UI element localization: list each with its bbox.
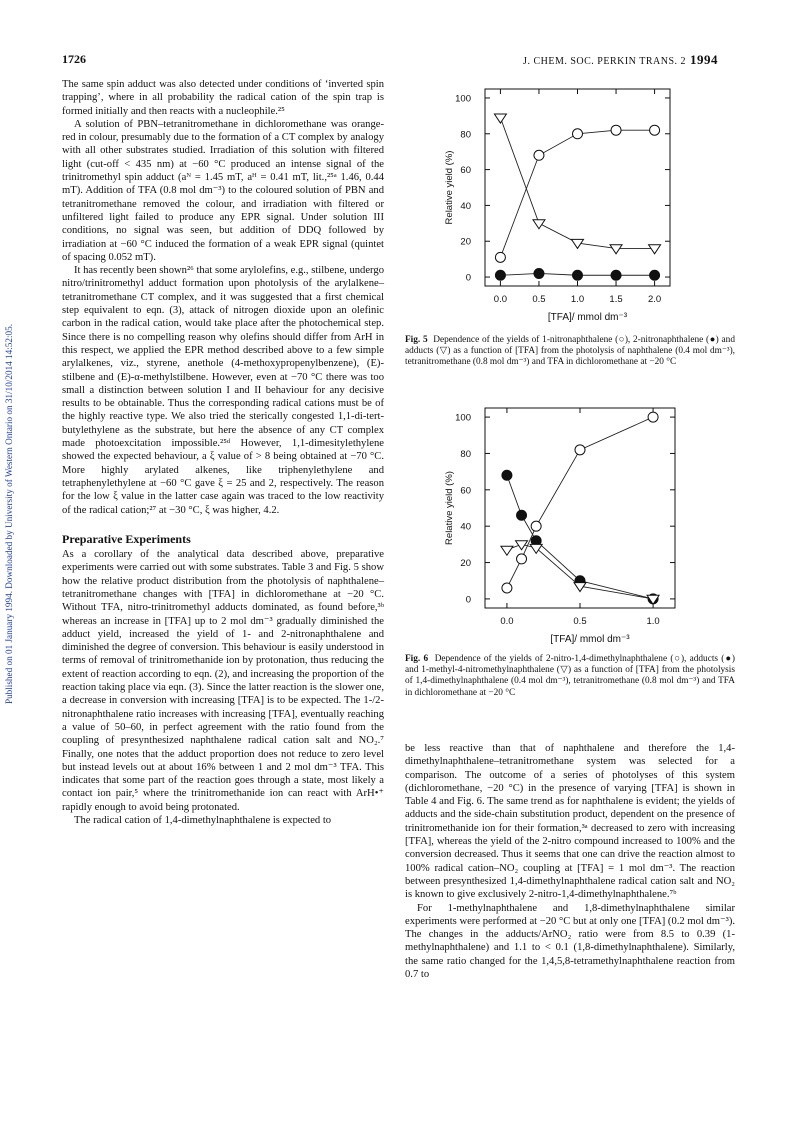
y-tick-label: 60 (460, 165, 471, 177)
data-point-open-circle (534, 150, 544, 160)
data-point-filled-circle (495, 270, 505, 280)
journal-name: J. CHEM. SOC. PERKIN TRANS. 2 (523, 56, 686, 67)
figure-6-caption (405, 654, 735, 699)
y-tick-label: 20 (460, 236, 471, 248)
x-tick-label: 2.0 (647, 294, 662, 305)
data-point-open-circle (531, 521, 541, 531)
data-point-filled-circle (611, 270, 621, 280)
x-tick-label: 1.0 (646, 616, 660, 627)
figure-5-caption (405, 335, 735, 369)
data-point-filled-circle (534, 268, 544, 278)
data-point-open-circle (573, 129, 583, 139)
data-point-filled-circle (517, 510, 527, 520)
data-point-open-circle (575, 445, 585, 455)
page-number: 1726 (62, 52, 86, 66)
x-tick-label: 0.5 (573, 616, 587, 627)
data-point-open-circle (611, 125, 621, 135)
section-heading: Preparative Experiments (62, 531, 191, 546)
data-point-triangle (649, 245, 661, 254)
data-point-filled-circle (502, 470, 512, 480)
data-point-open-circle (502, 583, 512, 593)
data-point-filled-circle (650, 270, 660, 280)
data-point-triangle (494, 114, 506, 123)
y-axis-label: Relative yield (%) (444, 150, 455, 225)
paragraph: The radical cation of 1,4-dimethylnaphthalene is expected to (74, 815, 332, 827)
x-tick-label: 0.5 (532, 294, 546, 305)
left-column (62, 78, 384, 827)
journal-year: 1994 (690, 52, 718, 67)
y-tick-label: 40 (460, 200, 471, 212)
journal-header (523, 52, 718, 68)
figure-6-chart (440, 398, 690, 646)
figure-5-text: Dependence of the yields of 1-nitronaphthalene (○), 2-nitronaphthalene (●) and adducts (▽) as a function of [TFA] from the photolysis of naphthalene (0.4 mol dm⁻³), tetranitromethane (0.8 mol dm⁻³) and TFA in dichloromethane at −20 °C (405, 335, 735, 368)
data-point-triangle (501, 546, 513, 555)
data-point-triangle (533, 220, 545, 229)
x-axis-label: [TFA]/ mmol dm⁻³ (550, 634, 630, 645)
figure-5-label: Fig. 5 (405, 335, 428, 345)
x-axis-label: [TFA]/ mmol dm⁻³ (547, 312, 628, 323)
download-notice: Published on 01 January 1994. Downloaded by University of Western Ontario on 31/10/2014 14:52:05. (4, 323, 14, 705)
y-tick-label: 80 (460, 448, 471, 460)
paragraph: As a corollary of the analytical data described above, preparative experiments were carried out with some substrates. Table 3 and Fig. 5 show how the relative product distribution from the photolysis of naphthalene–tetranitromethane changes with [TFA] in dichloromethane at −20 °C. Without TFA, nitro-trinitromethyl adducts dominated, as found before,³ᵇ whereas an increase in [TFA] up to 2 mol dm⁻³ gradually diminished the adduct yield, increased the yield of 1- and 2-nitronaphthalene and diminished the degree of conversion. This behaviour is easily understood in terms of removal of trinitromethanide ion by protonation, thus reducing the extent of reaction according to eqn. (2), and increasing the proportion of the reaction taking place via eqn. (3). Since the latter reaction is the slower one, a decrease in conversion with increasing [TFA] is to be expected. The 1-/2-nitronaphthalene ratio increases with increasing [TFA], eventually reaching a value of 50–60, in perfect agreement with the ratio found from the coupling of presynthesized naphthalene radical cation salt and NO₂.⁷ Finally, one notes that the adduct proportion does not reduce to zero level but instead levels out at about 16% between 1 and 2 mol dm⁻³ TFA. This indicates that some part of the reaction goes through a state, most likely a contact ion pair,⁵ where the trinitromethanide ion can react with ArH•⁺ rapidly enough to avoid being protonated. (62, 549, 384, 813)
figure-6-text: Dependence of the yields of 2-nitro-1,4-dimethylnaphthalene (○), adducts (●) and 1-methyl-4-nitromethylnaphthalene (▽) as a function of [TFA] from the photolysis of 1,4-dimethylnaphthalene (0.4 mol dm⁻³), tetranitromethane (0.8 mol dm⁻³) and TFA in dichloromethane at −20 °C (405, 654, 735, 698)
y-tick-label: 60 (460, 485, 471, 497)
y-axis-label: Relative yield (%) (444, 471, 455, 545)
series-line (500, 130, 654, 257)
x-tick-label: 1.5 (609, 294, 623, 305)
data-point-open-circle (648, 412, 658, 422)
y-tick-label: 0 (465, 272, 471, 284)
y-tick-label: 20 (460, 558, 471, 570)
y-tick-label: 0 (465, 594, 471, 606)
data-point-open-circle (517, 554, 527, 564)
y-tick-label: 40 (460, 521, 471, 533)
data-point-open-circle (650, 125, 660, 135)
paragraph: It has recently been shown²⁶ that some arylolefins, e.g., stilbene, undergo nitro/trinitromethyl adduct formation upon photolysis of the arylalkene–tetranitromethane CT complex, and it was suggested that a first chemical step equivalent to eqn. (3), attack of nitrogen dioxide upon an olefinic carbon in the radical cation, would take place after the photochemical step. Since there is no compelling reason why olefins should differ from ArH in this respect, we applied the EPR method described above to a few simple arylalkenes, viz., styrene, anethole (4-methoxypropenylbenzene), (E)-stilbene and (E)-α-methylstilbene. However, even at −70 °C there was too small a distinction between solution I and II behaviour for any decisive results to be obtainable. Thus the corresponding radical cations must be of the highly reactive type. We also tried the sterically congested 1,1-di-tert-butylethylene as the substrate, but here the absence of any CT complex made photoexcitation impossible.²⁵ᵈ However, 1,1-dimesitylethylene showed the expected behaviour, a ξ value of > 8 being obtained at −70 °C. More highly arylated alkenes, like triphenylethylene and tetraphenylethylene at −60 °C gave ξ = 25 and 2, respectively. The reason for the low ξ value in the latter case again was traced to the low reactivity of the radical cation;²⁷ at −30 °C, ξ was higher, 4.2. (62, 265, 384, 516)
paragraph: For 1-methylnaphthalene and 1,8-dimethylnaphthalene similar experiments were performed at −20 °C but at only one [TFA] (0.2 mol dm⁻³). The changes in the adducts/ArNO₂ ratio were from 8.5 to 0.39 (1-methylnaphthalene) and 1.1 to < 0.1 (1,8-dimethylnaphthalene). Similarly, the same ratio changed for the 1,4,5,8-tetramethylnaphthalene reaction from 0.7 to (405, 902, 735, 981)
plot-frame (485, 89, 670, 286)
data-point-open-circle (495, 252, 505, 262)
x-tick-label: 0.0 (500, 616, 514, 627)
data-point-filled-circle (573, 270, 583, 280)
y-tick-label: 100 (455, 93, 471, 105)
paragraph: The same spin adduct was also detected under conditions of ‘inverted spin trapping’, where in all probability the radical cation of the spin trap is formed initially and then reacts with a nucleophile.²⁵ (62, 79, 384, 117)
x-tick-label: 1.0 (570, 294, 585, 305)
y-tick-label: 80 (460, 129, 471, 141)
figure-6-label: Fig. 6 (405, 654, 429, 664)
data-point-triangle (610, 245, 622, 254)
right-column (405, 742, 735, 981)
y-tick-label: 100 (455, 412, 471, 424)
paragraph: A solution of PBN–tetranitromethane in dichloromethane was orange-red in colour, presumably due to the formation of a CT complex by analogy with all other substrates studied. Irradiation of this solution with filtered light (cut-off < 435 nm) at −60 °C produced an intense signal of the trinitromethyl spin adduct (aᴺ = 1.45 mT, aᴴ = 0.41 mT, lit.,²⁵ᵃ 1.46, 0.44 mT). Addition of TFA (0.8 mol dm⁻³) to the coloured solution of PBN and tetranitromethane removed the colour, and irradiation with filtered or unfiltered light failed to produce any EPR signal. Under solution III conditions, no signal was seen, but addition of DDQ followed by irradiation at −60 °C induced the formation of a weak EPR signal (quintet of spacing 0.052 mT). (62, 118, 384, 263)
series-line (507, 417, 653, 588)
paragraph: be less reactive than that of naphthalene and therefore the 1,4-dimethylnaphthalene–tetranitromethane system was selected for a comparison. The outcome of a series of photolyses of this system (dichloromethane, −20 °C) in the presence of varying [TFA] is shown in Table 4 and Fig. 6. The same trend as for naphthalene is evident; the yields of adducts and the side-chain substitution product, dependent on the presence of trinitromethanide ion for their formation,³ᵃ decreased to zero with increasing [TFA], whereas the yield of the 2-nitro compound increased to 100% and the conversion decreased. Thus it seems that one can drive the reaction almost to 100% radical cation–NO₂ coupling at [TFA] = 1 mol dm⁻³. The reaction between presynthesized 1,4-dimethylnaphthalene radical cation salt and NO₂ is known to give exclusively 2-nitro-1,4-dimethylnaphthalene.⁷ᵇ (405, 743, 735, 901)
x-tick-label: 0.0 (493, 294, 508, 305)
figure-5-chart (440, 72, 690, 337)
